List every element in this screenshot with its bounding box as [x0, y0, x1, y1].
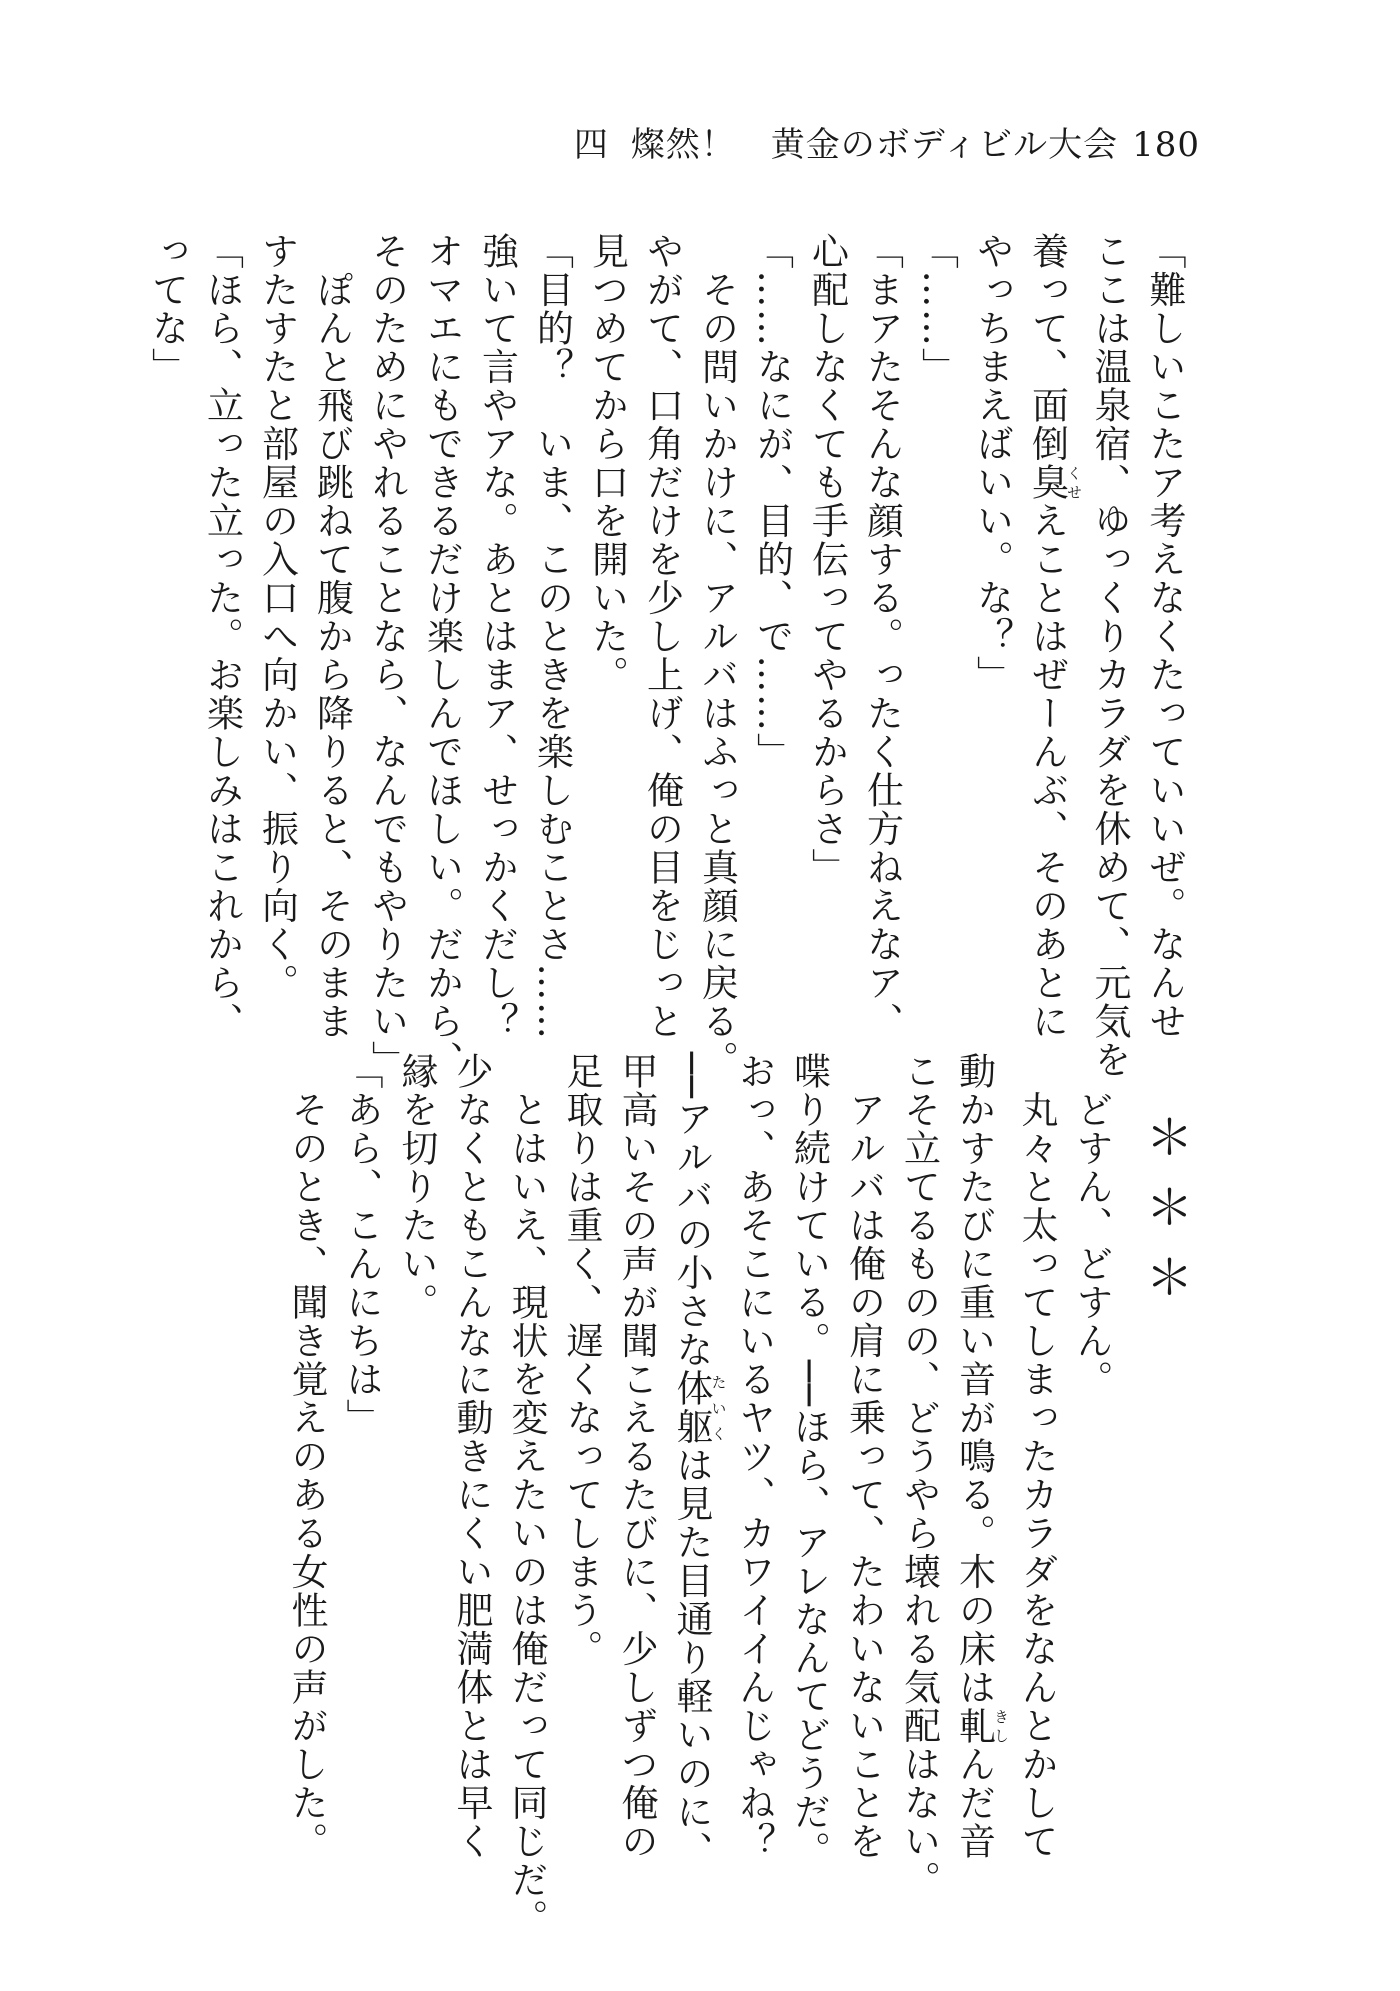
- text-line: そのとき、聞き覚えのある女性の声がした。: [285, 1052, 328, 1861]
- text-line: 甲高いその声が聞こえるたびに、少しずつ俺の: [615, 1052, 658, 1861]
- text-line: ってな」: [145, 232, 189, 386]
- text-line: 丸々と太ってしまったカラダをなんとかして: [1015, 1052, 1058, 1861]
- section-separator: ＊＊＊: [1137, 1112, 1193, 1322]
- text-line: 少なくともこんなに動きにくい肥満体とは早く: [450, 1052, 493, 1861]
- text-line: 「……なにが、目的、で……」: [750, 232, 794, 771]
- page-number: 180: [1132, 125, 1200, 165]
- text-line: ここは温泉宿、ゆっくりカラダを休めて、元気を: [1088, 232, 1131, 1079]
- text-line: やがて、口角だけを少し上げ、俺の目をじっと: [640, 232, 684, 1041]
- text-line: そのためにやれることなら、なんでもやりたい」: [365, 232, 409, 1079]
- text-line: 「難しいこたア考えなくたっていいぜ。なんせ: [1143, 232, 1186, 1041]
- chapter-number: 四: [573, 125, 609, 165]
- text-line: おっ、あそこにいるヤツ、カワイイんじゃね？: [732, 1052, 776, 1861]
- ruby-taiku: 体躯たいく: [670, 1369, 728, 1447]
- text-line: とはいえ、現状を変えたいのは俺だって同じだ。: [505, 1052, 548, 1938]
- running-head: [573, 125, 1200, 165]
- text-line: 「……」: [915, 232, 959, 386]
- text-line: 縁を切りたい。: [395, 1052, 438, 1322]
- text-line: 見つめてから口を開いた。: [585, 232, 629, 694]
- text-line-with-ruby: 動かすたびに重い音が鳴る。木の床は軋きしんだ音: [952, 1052, 1010, 1861]
- text-line: やっちまえばいい。な？」: [970, 232, 1014, 694]
- text-line: こそ立てるものの、どうやら壊れる気配はない。: [897, 1052, 941, 1899]
- text-line: アルバは俺の肩に乗って、たわいないことを: [842, 1052, 886, 1861]
- text-line: 「目的？ いま、このときを楽しむことさ……: [530, 232, 574, 1041]
- text-line: 「ほら、立った立った。お楽しみはこれから、: [200, 232, 244, 1041]
- text-line: 強いて言やアな。あとはまア、せっかくだし？: [475, 232, 519, 1041]
- ruby-kishi: 軋きし: [952, 1706, 1010, 1745]
- text-block-bottom: [279, 1052, 1193, 1938]
- text-line: 足取りは重く、遅くなってしまう。: [560, 1052, 603, 1668]
- text-line: 「まアたそんな顔する。ったく仕方ねえなア、: [860, 232, 904, 1041]
- text-line: すたすたと部屋の入口へ向かい、振り向く。: [255, 232, 299, 1002]
- text-line: オマエにもできるだけ楽しんでほしい。だから、: [420, 232, 464, 1079]
- text-block-top: [140, 232, 1193, 1079]
- text-line-with-ruby: 養って、面倒臭くせえことはぜーんぶ、そのあとに: [1025, 232, 1083, 1041]
- text-line: 心配しなくても手伝ってやるからさ」: [805, 232, 849, 887]
- text-line: 「あら、こんにちは」: [340, 1052, 383, 1437]
- text-line: どすん、どすん。: [1070, 1052, 1113, 1399]
- ruby-kusa: 臭くせ: [1025, 463, 1083, 502]
- chapter-title: 燦然！ 黄金のボディビル大会: [630, 125, 1119, 165]
- text-line: 喋り続けている。──ほら、アレなんてどうだ。: [787, 1052, 831, 1870]
- text-line-with-ruby: ──アルバの小さな体躯たいくは見た目通り軽いのに、: [670, 1052, 728, 1870]
- text-line: その問いかけに、アルバはふっと真顔に戻る。: [695, 232, 739, 1079]
- text-line: ぽんと飛び跳ねて腹から降りると、そのまま: [310, 232, 354, 1041]
